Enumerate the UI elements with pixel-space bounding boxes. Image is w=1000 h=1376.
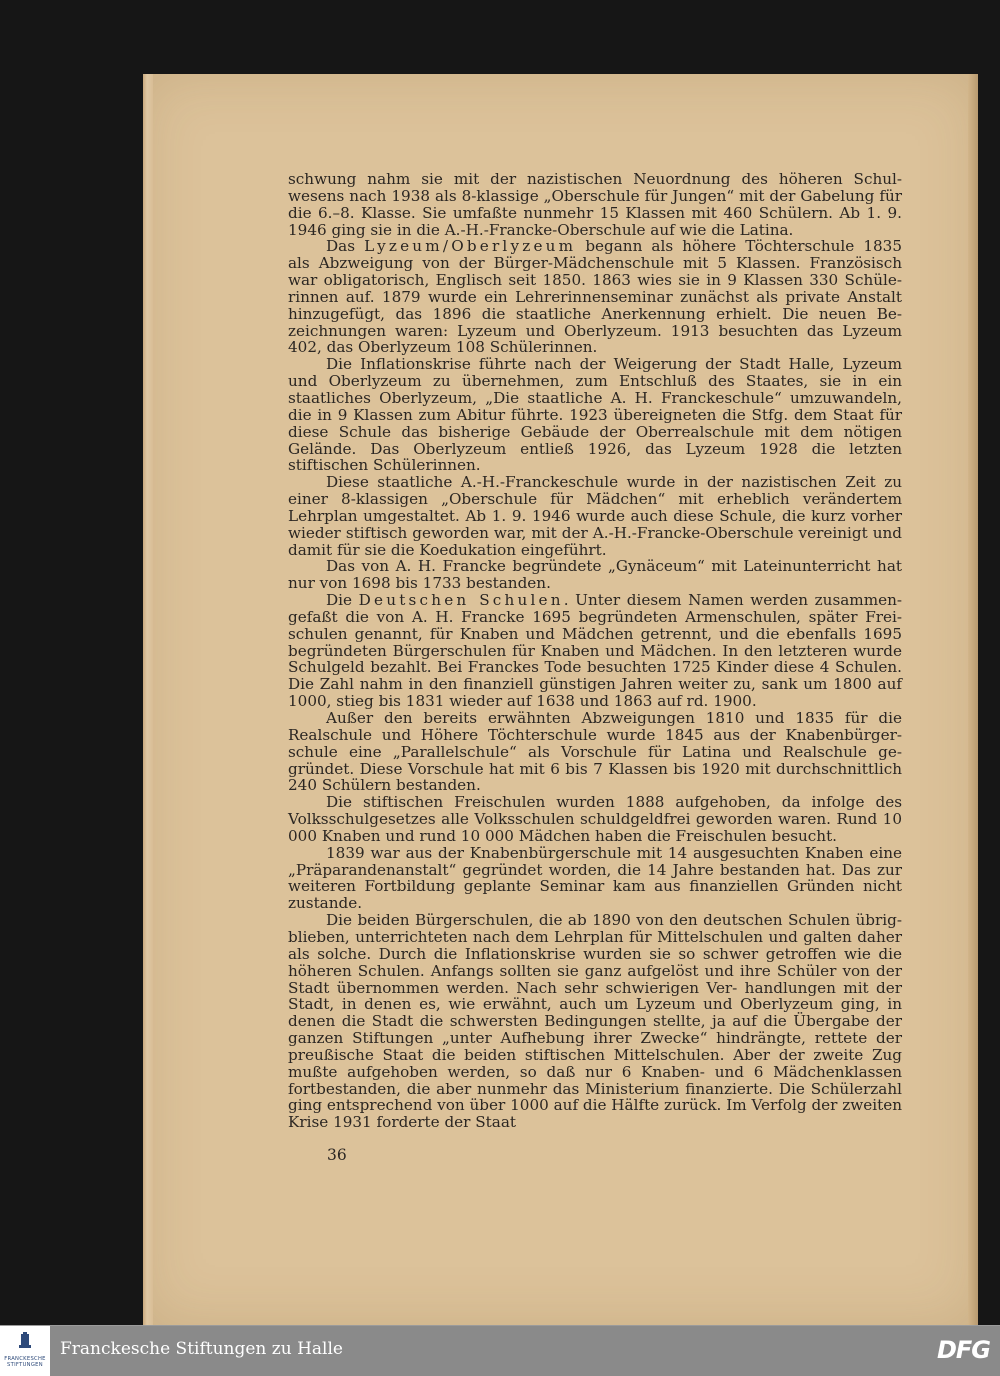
- footer-bar: [0, 1325, 1000, 1376]
- paragraph-7: Außer den bereits erwähnten Abzweigungen 1810 und 1835 für die Realschule und Höhere Töchterschule wurde 1845 aus der Knabenbürger- schule eine „Parallelschule“ als Vorschule für Latina und Realschule ge- gründet. Diese Vorschule hat mit 6 bis 7 Klassen bis 1920 mit durchschnittlich 240 Schülern bestanden.: [288, 709, 902, 795]
- paragraph-8: Die stiftischen Freischulen wurden 1888 aufgehoben, da infolge des Volksschulgesetzes alle Volksschulen schuldgeldfrei geworden waren. Rund 10 000 Knaben und rund 10 000 Mädchen haben die Freischulen besucht.: [288, 793, 902, 845]
- logo-wordmark: [2, 1356, 48, 1368]
- franckesche-logo[interactable]: [0, 1326, 50, 1376]
- paragraph-2-body: als Abzweigung von der Bürger-Mädchenschule mit 5 Klassen. Französisch war obligatorisch, Englisch seit 1850. 1863 wies sie in 9 Klassen 330 Schüle- rinnen auf. 1879 wurde ein Lehrerinnenseminar zunächst als private Anstalt hinzugefügt, das 1896 die staatliche Anerkennung erhielt. Die neuen Be- zeichnungen waren: Lyzeum und Oberlyzeum. 1913 besuchten das Lyzeum 402, das Oberlyzeum 108 Schülerinnen.: [288, 254, 902, 357]
- footer-title[interactable]: Franckesche Stiftungen zu Halle: [60, 1339, 343, 1359]
- paragraph-9: 1839 war aus der Knabenbürgerschule mit 14 ausgesuchten Knaben eine „Präparandenanstalt“ gegründet worden, die 14 Jahre bestanden hat. Das zur weiteren Fortbildung geplante Seminar kam aus finanziellen Gründen nicht zustande.: [288, 843, 902, 913]
- logo-line-2: STIFTUNGEN: [7, 1362, 43, 1368]
- page-number: 36: [327, 1146, 347, 1164]
- page-edge: [143, 74, 153, 1325]
- paragraph-6: [288, 592, 902, 710]
- lyzeum-term: Lyzeum/Oberlyzeum: [364, 237, 577, 256]
- deutsche-term: Deutschen Schulen: [358, 591, 564, 610]
- paragraph-3: Die Inflationskrise führte nach der Weigerung der Stadt Halle, Lyzeum und Oberlyzeum zu übernehmen, zum Entschluß des Staates, sie in ein staatliches Oberlyzeum, „Die staatliche A. H. Franckeschule“ umzuwandeln, die in 9 Klassen zum Abitur führte. 1923 übereigneten die Stfg. dem Staat für diese Schule das bisherige Gebäude der Oberrealschule mit dem nötigen Gelände. Das Oberlyzeum entließ 1926, das Lyzeum 1928 die letzten stiftischen Schülerinnen.: [288, 355, 902, 475]
- lyzeum-rest: begann als höhere Töchterschule 1835: [585, 237, 902, 256]
- orphanage-emblem-icon: [19, 1332, 31, 1348]
- paragraph-4: Diese staatliche A.-H.-Franckeschule wurde in der nazistischen Zeit zu einer 8-klassigen „Oberschule für Mädchen“ mit erheblich verändertem Lehrplan umgestaltet. Ab 1. 9. 1946 wurde auch diese Schule, die kurz vorher wieder stiftisch geworden war, mit der A.-H.-Francke-Oberschule vereinigt und damit für sie die Koedukation eingeführt.: [288, 473, 902, 559]
- dfg-logo[interactable]: DFG: [936, 1336, 990, 1364]
- logo-line-1: FRANCKESCHE: [4, 1356, 46, 1362]
- paragraph-5: Das von A. H. Francke begründete „Gynäceum“ mit Lateinunterricht hat nur von 1698 bis 1733 bestanden.: [288, 557, 902, 593]
- deutsche-prefix: Die: [326, 591, 353, 610]
- paragraph-6-body: . Unter diesem Namen werden zusammen- gefaßt die von A. H. Francke 1695 begründeten Armenschulen, später Frei- schulen genannt, für Knaben und Mädchen getrennt, und die ebenfalls 1695 begründeten Bürgerschulen für Knaben und Mädchen. In den letzteren wurde Schulgeld bezahlt. Bei Franckes Tode besuchten 1725 Kinder diese 4 Schulen. Die Zahl nahm in den finanziell günstigen Jahren weiter zu, sank um 1800 auf 1000, stieg bis 1831 wieder auf 1638 und 1863 auf rd. 1900.: [288, 591, 902, 711]
- paragraph-2: [288, 238, 902, 356]
- paragraph-1: schwung nahm sie mit der nazistischen Neuordnung des höheren Schul- wesens nach 1938 als 8-klassige „Oberschule für Jungen“ mit der Gabelung für die 6.–8. Klasse. Sie umfaßte nunmehr 15 Klassen mit 460 Schülern. Ab 1. 9. 1946 ging sie in die A.-H.-Francke-Oberschule auf wie die Latina.: [288, 170, 902, 239]
- lyzeum-prefix: Das: [326, 237, 356, 256]
- paragraph-10: Die beiden Bürgerschulen, die ab 1890 von den deutschen Schulen übrig- blieben, unterrichteten nach dem Lehrplan für Mittelschulen und galten daher als solche. Durch die Inflationskrise wurden sie so schwer getroffen wie die höheren Schulen. Anfangs sollten sie ganz aufgelöst und ihre Schüler von der Stadt übernommen werden. Nach sehr schwierigen Ver- handlungen mit der Stadt, in denen es, wie erwähnt, auch um Lyzeum und Oberlyzeum ging, in denen die Stadt die schwersten Bedingungen stellte, ja auf die Übergabe der ganzen Stiftungen „unter Aufhebung ihrer Zwecke“ hindrängte, rettete der preußische Staat die beiden stiftischen Mittelschulen. Aber der zweite Zug mußte aufgehoben werden, so daß nur 6 Knaben- und 6 Mädchenklassen fortbestanden, die aber nunmehr das Ministerium finanzierte. Die Schülerzahl ging entsprechend von über 1000 auf die Hälfte zurück. Im Verfolg der zweiten Krise 1931 forderte der Staat: [288, 911, 902, 1132]
- body-text: [288, 171, 902, 1131]
- page-gutter: [968, 74, 978, 1325]
